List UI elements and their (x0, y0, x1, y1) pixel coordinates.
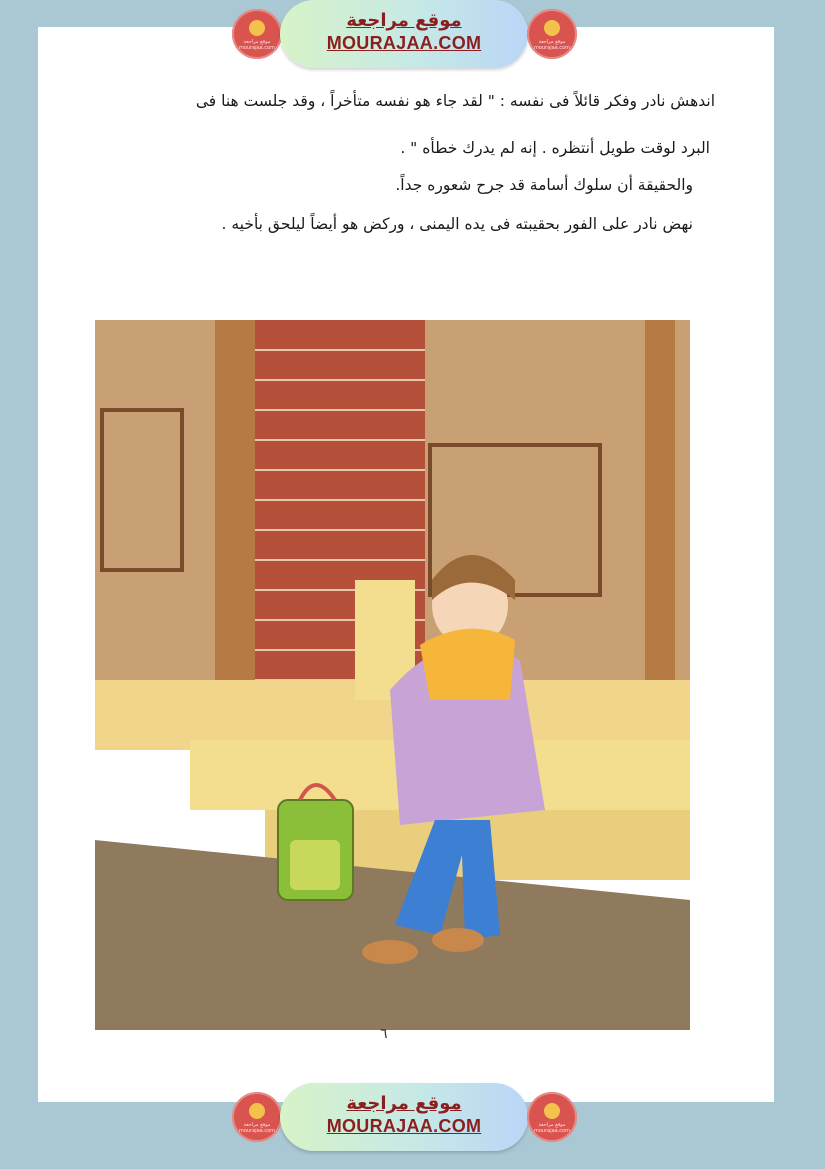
bottom-banner (232, 1083, 577, 1153)
story-line: والحقيقة أن سلوك أسامة قد جرح شعوره جداً. (395, 176, 693, 194)
story-illustration (90, 280, 695, 1035)
site-name-arabic: موقع مراجعة (346, 10, 462, 31)
site-logo-icon: موقع مراجعة mourajaa.com (232, 1092, 282, 1142)
site-link[interactable] (280, 0, 528, 68)
top-banner (232, 0, 577, 70)
story-line: نهض نادر على الفور بحقيبته فى يده اليمنى ، وركض هو أيضاً ليلحق بأخيه . (221, 215, 693, 233)
site-logo-icon: موقع مراجعة mourajaa.com (232, 9, 282, 59)
site-logo-icon: موقع مراجعة mourajaa.com (527, 9, 577, 59)
site-name-latin: MOURAJAA.COM (326, 1116, 482, 1136)
site-name-latin: MOURAJAA.COM (326, 33, 482, 53)
site-name-arabic: موقع مراجعة (346, 1093, 462, 1114)
page-number: ٦ (380, 1026, 388, 1042)
site-logo-icon: موقع مراجعة mourajaa.com (527, 1092, 577, 1142)
site-link[interactable] (280, 1083, 528, 1151)
story-line: البرد لوقت طويل أنتظره . إنه لم يدرك خطأه " . (400, 139, 710, 157)
story-line: اندهش نادر وفكر قائلاً فى نفسه : " لقد جاء هو نفسه متأخراً ، وقد جلست هنا فى (195, 92, 715, 110)
